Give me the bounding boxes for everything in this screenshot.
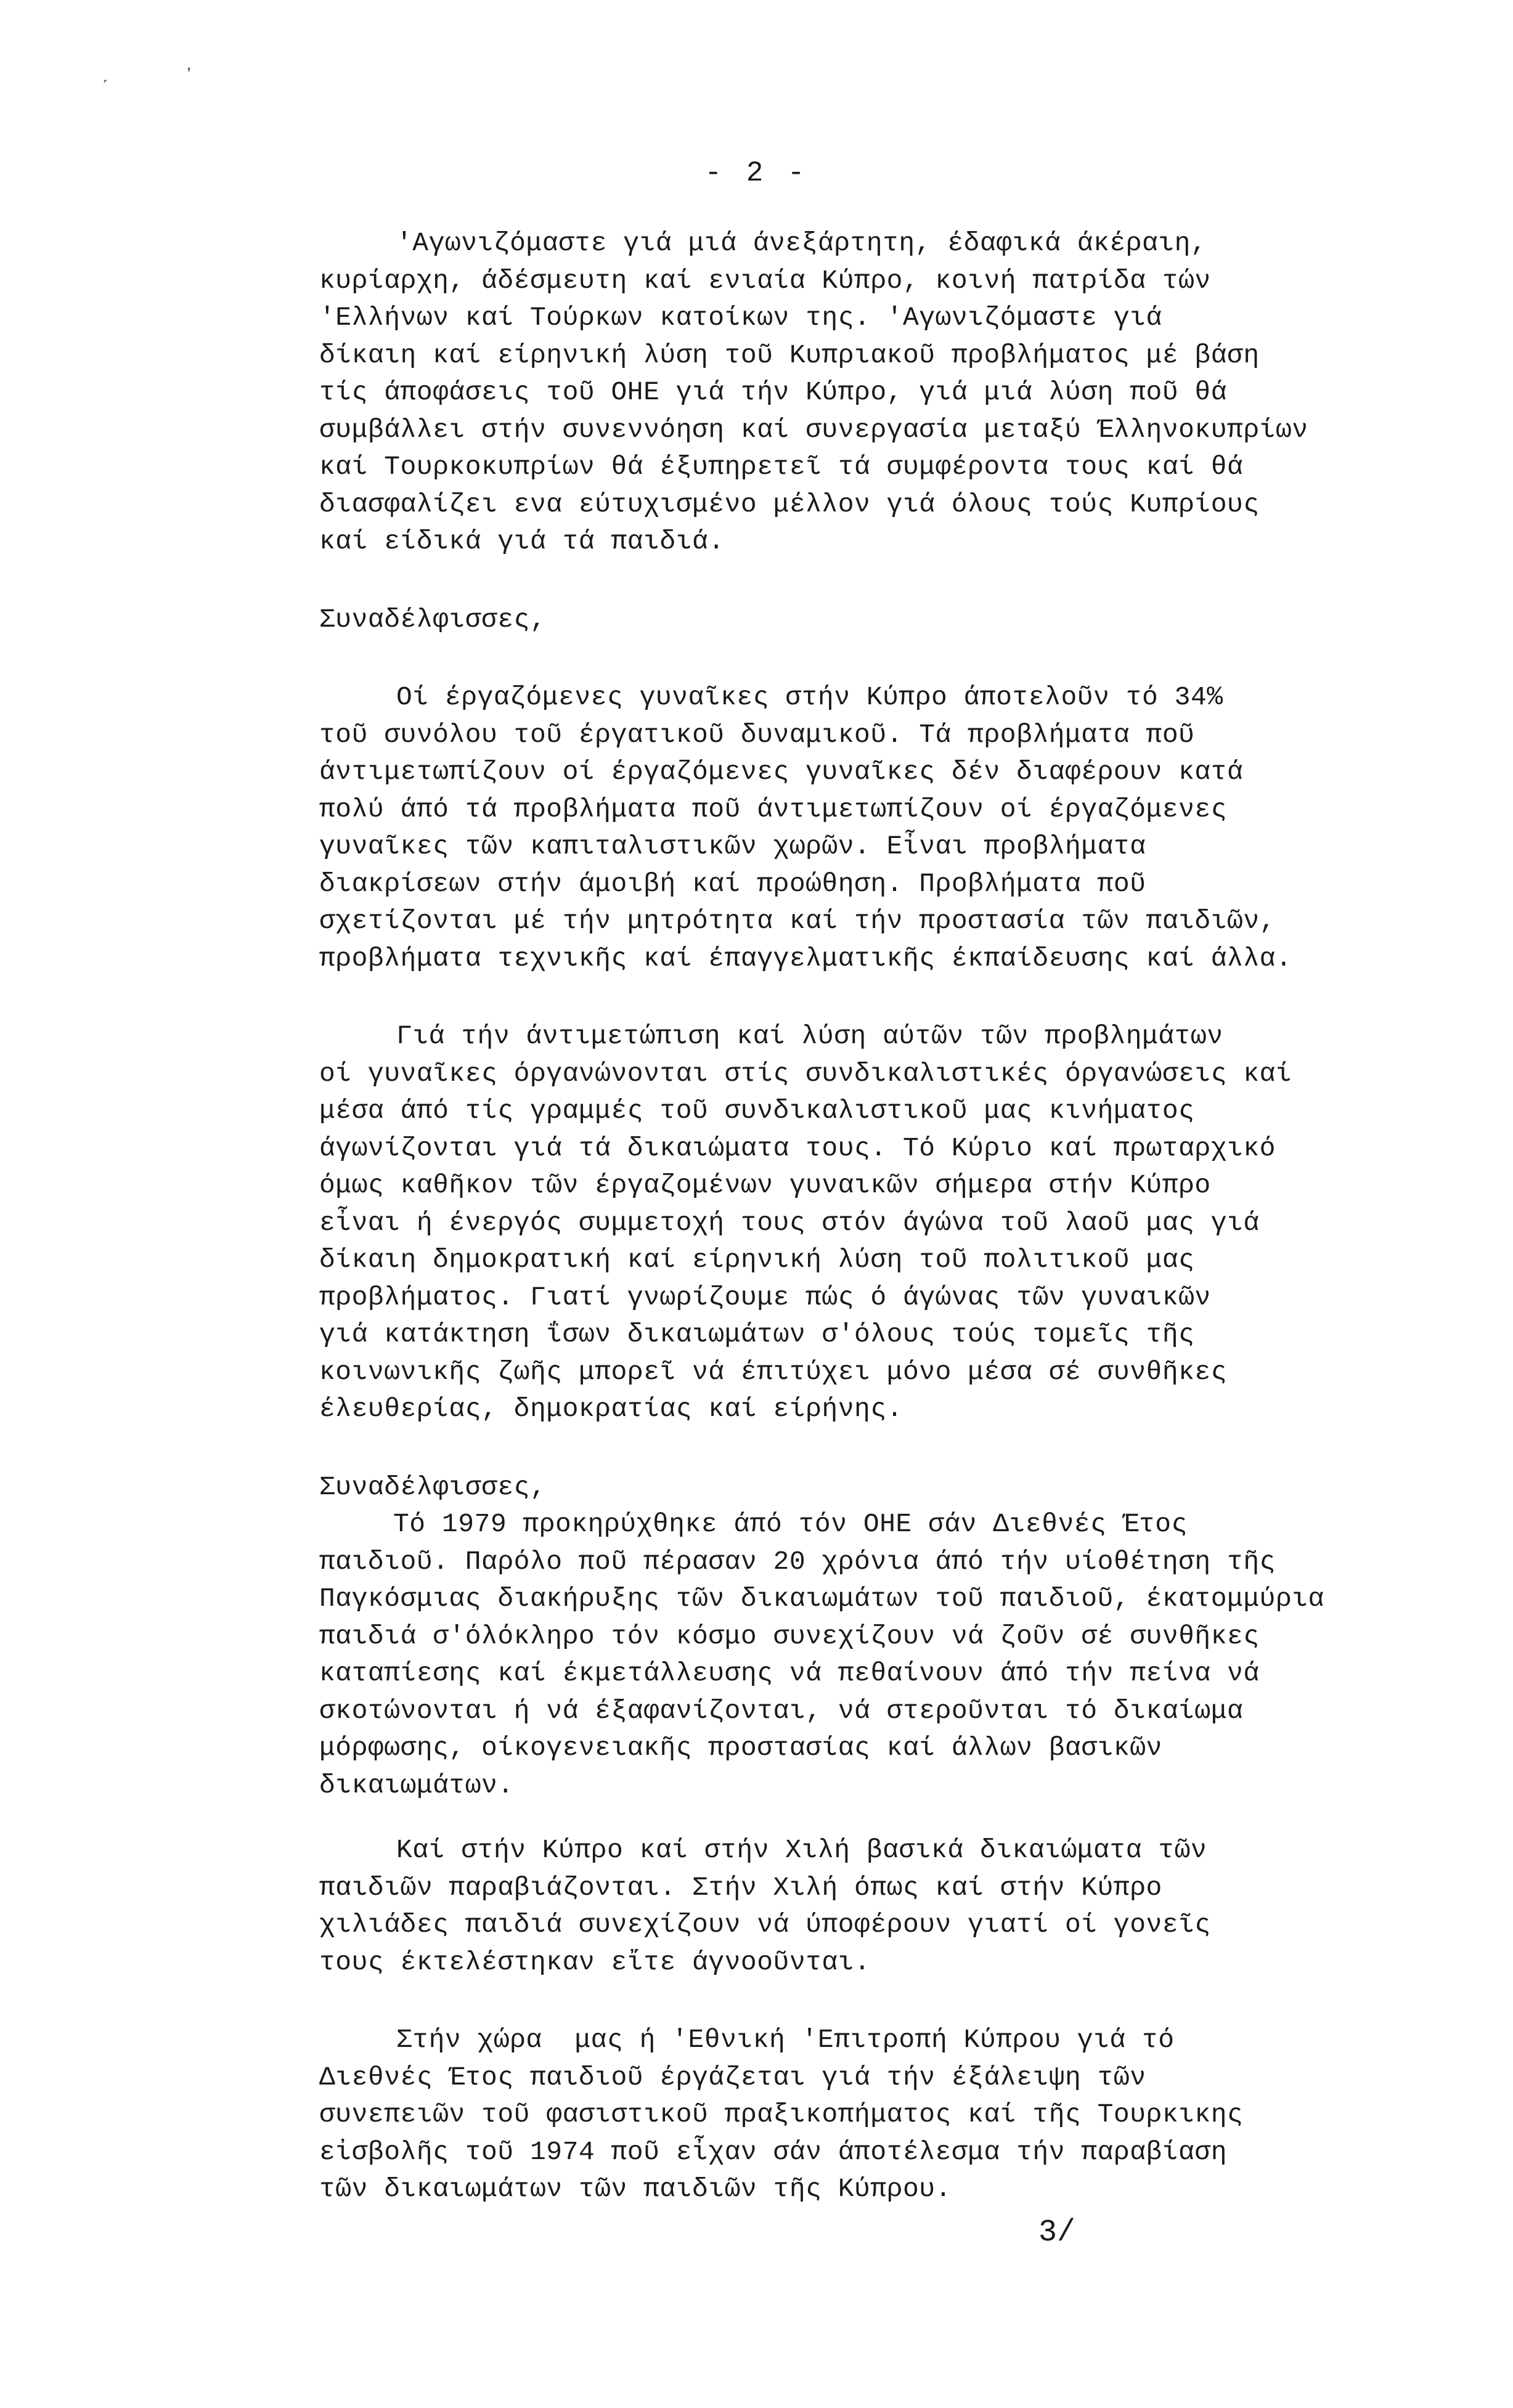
text-line: άγωνίζονται γιά τά δικαιώματα τους. Τό Κύριο καί πρωταρχικό — [319, 1133, 1276, 1163]
text-line: Διεθνές Έτος παιδιοῦ έργάζεται γιά τήν έξάλειψη τῶν — [319, 2062, 1146, 2093]
paragraph — [319, 1832, 1478, 1981]
text-line: Στήν χώρα μας ή 'Εθνική 'Επιτροπή Κύπρου γιά τό — [396, 2025, 1175, 2055]
text-line: Τό 1979 προκηρύχθηκε άπό τόν ΟΗΕ σάν Διεθνές Έτος — [393, 1509, 1188, 1539]
text-line: 'Ελλήνων καί Τούρκων κατοίκων της. 'Αγωνιζόμαστε γιά — [319, 303, 1162, 333]
text-line: μέσα άπό τίς γραμμές τοῦ συνδικαλιστικοῦ μας κινήματος — [319, 1096, 1195, 1126]
text-line: Οί έργαζόμενες γυναῖκες στήν Κύπρο άποτελοῦν τό 34% — [396, 682, 1223, 712]
text-line: Παγκόσμιας διακήρυξης τῶν δικαιωμάτων τοῦ παιδιοῦ, έκατομμύρια — [319, 1584, 1324, 1614]
text-line: γιά κατάκτηση ΐσων δικαιωμάτων σ'όλους τούς τομεῖς τῆς — [319, 1319, 1195, 1349]
text-line: εἶναι ή ένεργός συμμετοχή τους στόν άγώνα τοῦ λαοῦ μας γιά — [319, 1207, 1260, 1238]
text-line: δικαιωμάτων. — [319, 1770, 514, 1800]
text-line: γυναῖκες τῶν καπιταλιστικῶν χωρῶν. Εἶναι προβλήματα — [319, 831, 1146, 861]
text-line: Γιά τήν άντιμετώπιση καί λύση αύτῶν τῶν προβλημάτων — [396, 1021, 1223, 1051]
text-line: σχετίζονται μέ τήν μητρότητα καί τήν προστασία τῶν παιδιῶν, — [319, 906, 1276, 936]
paragraph — [319, 1506, 1478, 1804]
stray-mark: ʼ — [184, 67, 194, 86]
text-line: άντιμετωπίζουν οί έργαζόμενες γυναῖκες δέν διαφέρουν κατά — [319, 757, 1244, 787]
text-line: καί Τουρκοκυπρίων θά έξυπηρετεῖ τά συμφέροντα τους καί θά — [319, 452, 1244, 482]
text-line: μόρφωσης, οίκογενειακῆς προστασίας καί άλλων βασικῶν — [319, 1733, 1162, 1763]
text-line: διασφαλίζει ενα εύτυχισμένο μέλλον γιά όλους τούς Κυπρίους — [319, 489, 1260, 519]
text-line: Συναδέλφισσες, — [319, 604, 547, 635]
salutation — [319, 1469, 1478, 1507]
paragraph — [319, 225, 1478, 561]
text-line: δίκαιη δημοκρατική καί είρηνική λύση τοῦ πολιτικοῦ μας — [319, 1245, 1195, 1275]
text-line: έλευθερίας, δημοκρατίας καί είρήνης. — [319, 1394, 903, 1424]
text-line: εἰσβολῆς τοῦ 1974 ποῦ εἶχαν σάν άποτέλεσμα τήν παραβίαση — [319, 2136, 1228, 2167]
paragraph — [319, 679, 1478, 977]
salutation — [319, 601, 1478, 639]
text-line: παιδιά σ'όλόκληρο τόν κόσμο συνεχίζουν νά ζοῦν σέ συνθῆκες — [319, 1621, 1260, 1651]
text-line: δίκαιη καί είρηνική λύση τοῦ Κυπριακοῦ προβλήματος μέ βάση — [319, 340, 1260, 370]
text-line: κυρίαρχη, άδέσμευτη καί ενιαία Κύπρο, κοινή πατρίδα τών — [319, 265, 1211, 296]
page-number: - 2 - — [704, 157, 809, 189]
text-line: καταπίεσης καί έκμετάλλευσης νά πεθαίνουν άπό τήν πείνα νά — [319, 1658, 1260, 1688]
text-line: προβλήματα τεχνικῆς καί έπαγγελματικῆς έκπαίδευσης καί άλλα. — [319, 943, 1292, 974]
paragraph — [319, 2022, 1478, 2208]
text-line: χιλιάδες παιδιά συνεχίζουν νά ύποφέρουν γιατί οί γονεῖς — [319, 1910, 1211, 1940]
text-line: προβλήματος. Γιατί γνωρίζουμε πώς ό άγώνας τῶν γυναικῶν — [319, 1282, 1211, 1312]
continued-page-marker: 3/ — [1038, 2215, 1076, 2250]
text-line: διακρίσεων στήν άμοιβή καί προώθηση. Προβλήματα ποῦ — [319, 868, 1146, 899]
text-line: σκοτώνονται ή νά έξαφανίζονται, νά στεροῦνται τό δικαίωμα — [319, 1695, 1244, 1726]
text-line: τοῦ συνόλου τοῦ έργατικοῦ δυναμικοῦ. Τά προβλήματα ποῦ — [319, 719, 1195, 750]
text-line: πολύ άπό τά προβλήματα ποῦ άντιμετωπίζουν οί έργαζόμενες — [319, 794, 1228, 824]
text-line: 'Αγωνιζόμαστε γιά μιά άνεξάρτητη, έδαφικά άκέραιη, — [396, 228, 1207, 258]
paragraph — [319, 1018, 1478, 1428]
text-line: Καί στήν Κύπρο καί στήν Χιλή βασικά δικαιώματα τῶν — [396, 1835, 1207, 1865]
text-line: Συναδέλφισσες, — [319, 1471, 547, 1502]
text-line: κοινωνικῆς ζωῆς μπορεῖ νά έπιτύχει μόνο μέσα σέ συνθῆκες — [319, 1356, 1228, 1387]
stray-mark: ´ — [102, 79, 112, 98]
letter-body — [319, 225, 1478, 2208]
text-line: παιδιοῦ. Παρόλο ποῦ πέρασαν 20 χρόνια άπό τήν υίοθέτηση τῆς — [319, 1546, 1276, 1577]
text-line: καί είδικά γιά τά παιδιά. — [319, 526, 725, 556]
text-line: παιδιῶν παραβιάζονται. Στήν Χιλή όπως καί στήν Κύπρο — [319, 1872, 1162, 1903]
text-line: τίς άποφάσεις τοῦ ΟΗΕ γιά τήν Κύπρο, γιά μιά λύση ποῦ θά — [319, 377, 1228, 407]
text-line: οί γυναῖκες όργανώνονται στίς συνδικαλιστικές όργανώσεις καί — [319, 1058, 1292, 1089]
text-line: τῶν δικαιωμάτων τῶν παιδιῶν τῆς Κύπρου. — [319, 2174, 952, 2204]
text-line: συμβάλλει στήν συνεννόηση καί συνεργασία μεταξύ Έλληνοκυπρίων — [319, 414, 1308, 445]
text-line: όμως καθῆκον τῶν έργαζομένων γυναικῶν σήμερα στήν Κύπρο — [319, 1170, 1211, 1200]
text-line: τους έκτελέστηκαν εἴτε άγνοοῦνται. — [319, 1946, 871, 1977]
text-line: συνεπειῶν τοῦ φασιστικοῦ πραξικοπήματος καί τῆς Τουρκικης — [319, 2099, 1244, 2129]
